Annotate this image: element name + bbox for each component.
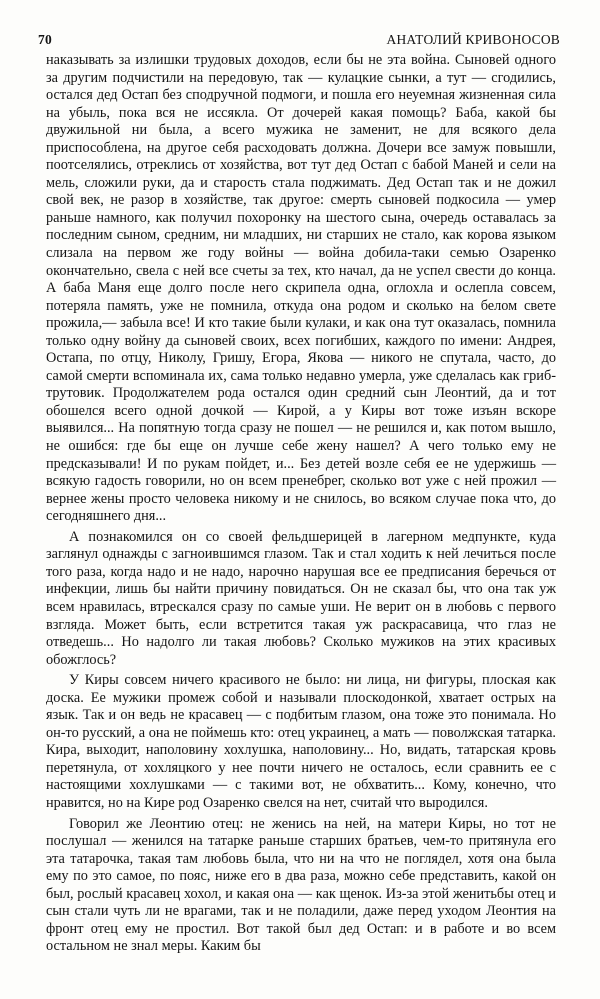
running-head [38, 32, 560, 48]
paragraph-4: Говорил же Леонтию отец: не женись на ней, на матери Киры, но тот не послушал — женился на татарке раньше старших братьев, чем-то притянула его эта татарочка, такая там любовь была, что ни на что не поглядел, хотя она была ему по это самое, по пояс, ниже его в два раза, можно себе представить, какой он был, рослый красавец хохол, и какая она — как щенок. Из-за этой женитьбы отец и сын стали чуть ли не врагами, так и не поладили, даже перед уходом Леонтия на фронт отец ему не простил. Вот такой был дед Остап: и в работе и во всем остальном не знал меры. Каким бы [46, 815, 556, 955]
page-number: 70 [38, 32, 52, 47]
paragraph-1: наказывать за излишки трудовых доходов, если бы не эта война. Сыновей одного за другим подчистили на передовую, так — кулацкие сынки, а тут — сгодились, остался дед Остап без сподручной подмоги, и пошла его неуемная жизненная сила на убыль, пока вся не иссякла. От дочерей какая помощь? Баба, какой бы двужильной ни была, а всего мужика не заменит, не для всякого дела приспособлена, на другое себя расходовать должна. Дочери все замуж повышли, поотселялись, отреклись от хозяйства, вот тут дед Остап с бабой Маней и сели на мель, сложили руки, да и старость стала поджимать. Дед Остап так и не дожил свой век, не разор в хозяйстве, так другое: смерть сыновей подкосила — умер раньше намного, как получил похоронку на шестого сына, очередь оставалась за последним сыном, средним, ни младших, ни старших не стало, как корова языком слизала на первом же году войны — война добила-таки семью Озаренко окончательно, свела с ней все счеты за тех, кто начал, да не успел свести до конца. А баба Маня еще долго после него скрипела одна, оглохла и ослепла совсем, потеряла память, уже не помнила, откуда она родом и сколько на белом свете прожила,— забыла все! И кто такие были кулаки, и как она тут оказалась, помнила только одну войну да сыновей своих, всех погибших, каждого по имени: Андрея, Остапа, по отцу, Николу, Гришу, Егора, Якова — никого не спутала, часто, до самой смерти вспоминала их, сама только недавно умерла, уже сделалась как гриб-трутовик. Продолжателем рода остался один средний сын Леонтий, да и тот обошелся всего одной дочкой — Кирой, а у Киры вот тоже изъян вскоре выявился... На попятную тогда сразу не пошел — не решился и, как потом вышло, не ошибся: где бы еще он лучше себе жену нашел? А чего только ему не предсказывали! И по рукам пойдет, и... Без детей возле себя ее не удержишь — всякую гадость говорили, но он всем пренебрег, сколько вот уже с ней прожил — вернее жены просто человека никому и не снилось, во всяком случае пока что, до сегодняшнего дня... [46, 52, 556, 525]
book-title: АНАТОЛИЙ КРИВОНОСОВ [386, 32, 560, 47]
paragraph-3: У Киры совсем ничего красивого не было: ни лица, ни фигуры, плоская как доска. Ее мужики промеж собой и называли плоскодонкой, хватает острых на язык. Так и он ведь не красавец — с подбитым глазом, она тоже это понимала. Но он-то русский, а она не поймешь кто: отец украинец, а мать — поволжская татарка. Кира, выходит, наполовину хохлушка, наполовину... Но, видать, татарская кровь перетянула, от хохляцкого у нее почти ничего не осталось, если сравнить ее с настоящими хохлушками — с такими вот, не обхватить... Кому, конечно, что нравится, но на Кире род Озаренко свелся на нет, считай что выродился. [46, 672, 556, 811]
body-text [46, 52, 556, 956]
paragraph-2: А познакомился он со своей фельдшерицей в лагерном медпункте, куда заглянул однажды с загноившимся глазом. Так и стал ходить к ней лечиться после того раза, когда надо и не надо, нарочно нарушая все ее предписания беречься от инфекции, лишь бы найти причину повидаться. Он не сказал бы, что она так уж всем нравилась, втрескался сразу по самые уши. Не верит он в любовь с первого взгляда. Может быть, если встретится такая уж раскрасавица, что глаз не отведешь... Но надолго ли такая любовь? Сколько мужиков на этих красивых обожглось? [46, 528, 556, 668]
